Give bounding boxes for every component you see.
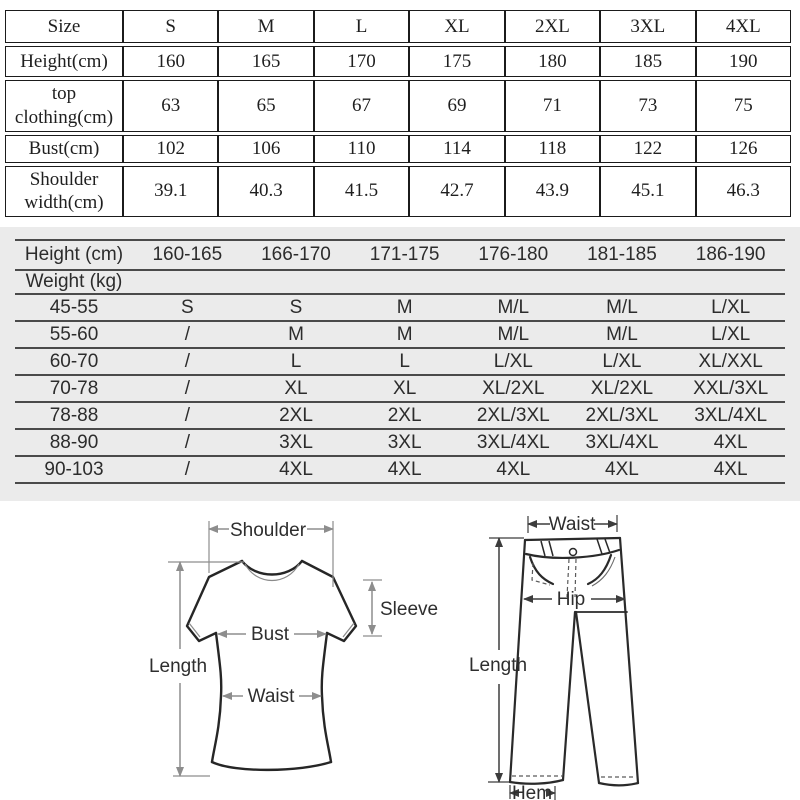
- value-cell: 3XL/4XL: [459, 429, 568, 456]
- value-cell: 102: [123, 135, 218, 163]
- value-cell: 73: [600, 80, 695, 132]
- table-row: [15, 429, 785, 456]
- value-cell: XL: [242, 375, 351, 402]
- value-cell: 118: [505, 135, 600, 163]
- value-cell: /: [133, 348, 242, 375]
- table-row: [15, 456, 785, 483]
- row-label: Height(cm): [5, 46, 123, 77]
- row-label: Bust(cm): [5, 135, 123, 163]
- value-cell: XL: [350, 375, 459, 402]
- value-cell: M: [242, 321, 351, 348]
- tshirt-measurement-diagram: [130, 500, 450, 800]
- pants-measurement-diagram: [460, 500, 800, 800]
- bust-label: Bust: [250, 624, 290, 645]
- column-header: 181-185: [568, 240, 677, 270]
- empty-cell: [242, 270, 351, 294]
- row-label: 90-103: [15, 456, 133, 483]
- table-row: [15, 375, 785, 402]
- table-row: [15, 294, 785, 321]
- value-cell: 4XL: [676, 429, 785, 456]
- value-cell: /: [133, 321, 242, 348]
- value-cell: L: [350, 348, 459, 375]
- value-cell: 175: [409, 46, 504, 77]
- value-cell: XXL/3XL: [676, 375, 785, 402]
- pants-outline: [510, 538, 638, 785]
- value-cell: 126: [696, 135, 791, 163]
- value-cell: /: [133, 402, 242, 429]
- table-row: [15, 321, 785, 348]
- value-cell: 45.1: [600, 166, 695, 218]
- column-header: Size: [5, 10, 123, 43]
- column-header: 171-175: [350, 240, 459, 270]
- empty-cell: [676, 270, 785, 294]
- table-row: [5, 46, 791, 77]
- value-cell: L/XL: [459, 348, 568, 375]
- value-cell: 4XL: [568, 456, 677, 483]
- value-cell: 43.9: [505, 166, 600, 218]
- value-cell: 63: [123, 80, 218, 132]
- table-row: [15, 348, 785, 375]
- value-cell: XL/XXL: [676, 348, 785, 375]
- value-cell: 2XL: [350, 402, 459, 429]
- value-cell: 46.3: [696, 166, 791, 218]
- table-row: [5, 80, 791, 132]
- size-measurement-table: [5, 7, 791, 220]
- shoulder-label: Shoulder: [229, 520, 307, 541]
- tshirt-outline: [187, 561, 356, 770]
- value-cell: 4XL: [676, 456, 785, 483]
- value-cell: 75: [696, 80, 791, 132]
- value-cell: 69: [409, 80, 504, 132]
- column-header: M: [218, 10, 313, 43]
- row-label: 70-78: [15, 375, 133, 402]
- value-cell: /: [133, 429, 242, 456]
- row-label: Shoulder width(cm): [5, 166, 123, 218]
- value-cell: 41.5: [314, 166, 409, 218]
- table-row: [5, 135, 791, 163]
- size-measurement-table-section: [5, 7, 791, 220]
- value-cell: 3XL: [242, 429, 351, 456]
- value-cell: 3XL/4XL: [676, 402, 785, 429]
- sleeve-label: Sleeve: [380, 599, 439, 620]
- value-cell: L/XL: [568, 348, 677, 375]
- value-cell: 3XL: [350, 429, 459, 456]
- column-header: 2XL: [505, 10, 600, 43]
- value-cell: XL/2XL: [568, 375, 677, 402]
- value-cell: 110: [314, 135, 409, 163]
- row-label: top clothing(cm): [5, 80, 123, 132]
- value-cell: 71: [505, 80, 600, 132]
- value-cell: /: [133, 456, 242, 483]
- value-cell: 114: [409, 135, 504, 163]
- row-label: Weight (kg): [15, 270, 133, 294]
- value-cell: S: [242, 294, 351, 321]
- waist-label: Waist: [247, 686, 295, 707]
- column-header: 176-180: [459, 240, 568, 270]
- value-cell: 170: [314, 46, 409, 77]
- value-cell: L/XL: [676, 321, 785, 348]
- value-cell: M: [350, 294, 459, 321]
- column-header: 160-165: [133, 240, 242, 270]
- table-row: [5, 10, 791, 43]
- value-cell: L: [242, 348, 351, 375]
- row-label: 88-90: [15, 429, 133, 456]
- column-header: XL: [409, 10, 504, 43]
- value-cell: 67: [314, 80, 409, 132]
- table-row: [15, 402, 785, 429]
- value-cell: 2XL: [242, 402, 351, 429]
- hem-label: Hem: [511, 783, 553, 800]
- row-label: 60-70: [15, 348, 133, 375]
- column-header: L: [314, 10, 409, 43]
- column-header: 166-170: [242, 240, 351, 270]
- empty-cell: [459, 270, 568, 294]
- column-header: 186-190: [676, 240, 785, 270]
- row-label: 78-88: [15, 402, 133, 429]
- hip-label: Hip: [556, 589, 586, 610]
- value-cell: 160: [123, 46, 218, 77]
- column-header: 3XL: [600, 10, 695, 43]
- table-row: [15, 270, 785, 294]
- value-cell: 40.3: [218, 166, 313, 218]
- value-cell: XL/2XL: [459, 375, 568, 402]
- waist-label: Waist: [548, 514, 596, 535]
- value-cell: 4XL: [350, 456, 459, 483]
- value-cell: 4XL: [459, 456, 568, 483]
- value-cell: M/L: [568, 294, 677, 321]
- value-cell: 190: [696, 46, 791, 77]
- value-cell: M/L: [459, 321, 568, 348]
- column-header: S: [123, 10, 218, 43]
- value-cell: 180: [505, 46, 600, 77]
- row-label: 45-55: [15, 294, 133, 321]
- length-label: Length: [468, 655, 528, 676]
- fit-table-section: [0, 227, 800, 501]
- value-cell: M: [350, 321, 459, 348]
- value-cell: 106: [218, 135, 313, 163]
- value-cell: 4XL: [242, 456, 351, 483]
- value-cell: 65: [218, 80, 313, 132]
- table-row: [15, 240, 785, 270]
- column-header: 4XL: [696, 10, 791, 43]
- value-cell: 42.7: [409, 166, 504, 218]
- value-cell: 3XL/4XL: [568, 429, 677, 456]
- empty-cell: [133, 270, 242, 294]
- empty-cell: [568, 270, 677, 294]
- value-cell: M/L: [568, 321, 677, 348]
- value-cell: 185: [600, 46, 695, 77]
- table-row: [5, 166, 791, 218]
- value-cell: 165: [218, 46, 313, 77]
- empty-cell: [350, 270, 459, 294]
- value-cell: 2XL/3XL: [459, 402, 568, 429]
- value-cell: 39.1: [123, 166, 218, 218]
- pants-detail-lines: [541, 539, 615, 586]
- row-label: 55-60: [15, 321, 133, 348]
- value-cell: M/L: [459, 294, 568, 321]
- value-cell: S: [133, 294, 242, 321]
- value-cell: /: [133, 375, 242, 402]
- value-cell: L/XL: [676, 294, 785, 321]
- value-cell: 2XL/3XL: [568, 402, 677, 429]
- row-label: Height (cm): [15, 240, 133, 270]
- height-weight-fit-table: [15, 239, 785, 484]
- length-label: Length: [148, 656, 208, 677]
- value-cell: 122: [600, 135, 695, 163]
